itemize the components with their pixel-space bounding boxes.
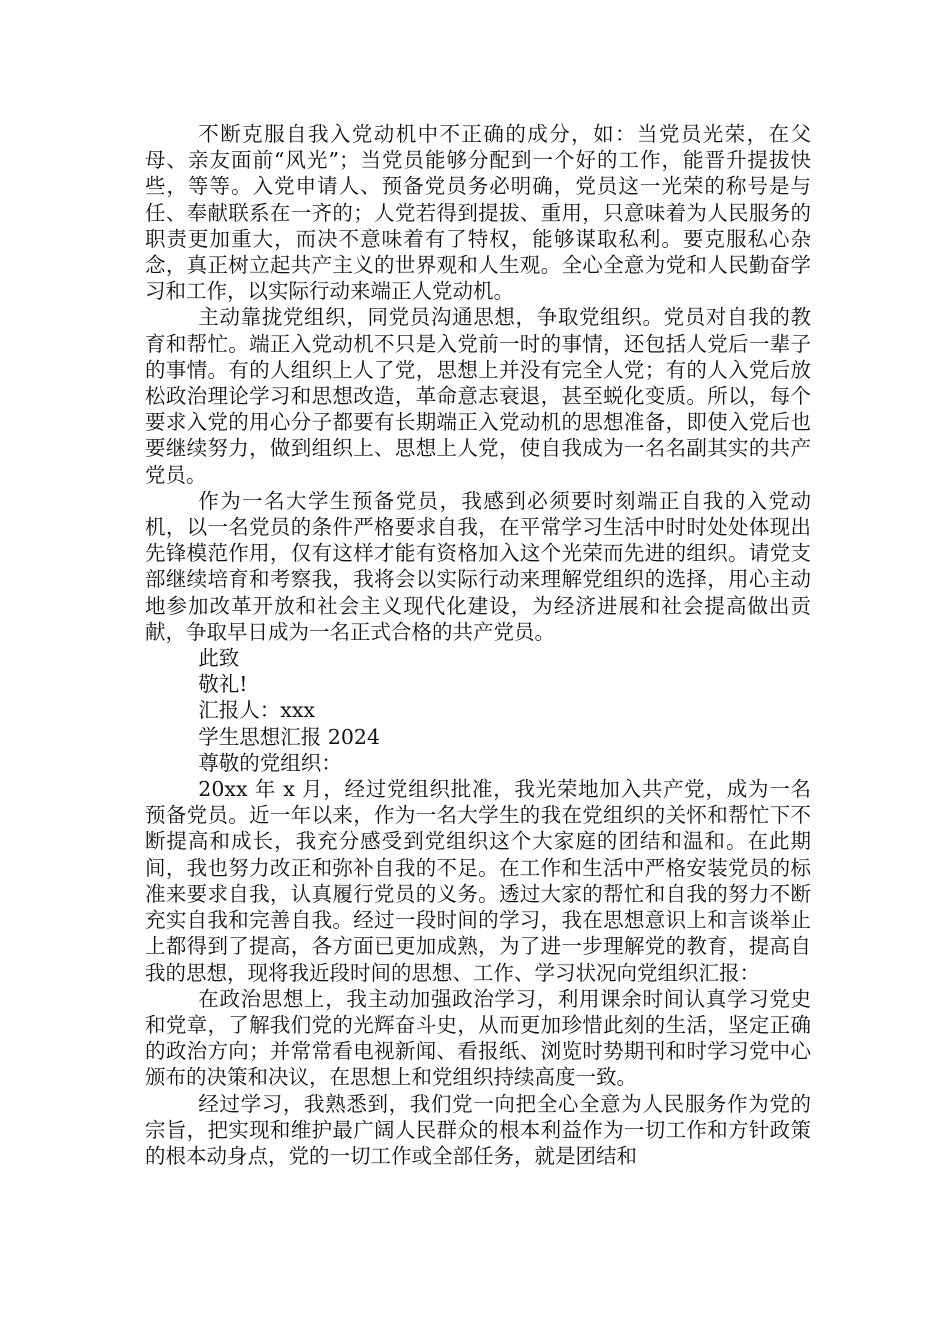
document-page [145, 121, 811, 1169]
salute-line: 敬礼! [198, 672, 248, 697]
body-paragraph: 经过学习，我熟悉到，我们党一向把全心全意为人民服务作为党的宗旨，把实现和维护最广阔人民群众的根本利益作为一切工作和方针政策的根本动身点，党的一切工作或全部任务，就是团结和 [145, 1091, 811, 1168]
reporter-line: 汇报人：xxx [198, 698, 315, 723]
greeting-line: 尊敬的党组织： [198, 750, 342, 775]
body-paragraph: 作为一名大学生预备党员，我感到必须要时刻端正自我的入党动机，以一名党员的条件严格要求自我，在平常学习生活中时时处处体现出先锋模范作用，仅有这样才能有资格加入这个光荣而先进的组织。请党支部继续培育和考察我，我将会以实际行动来理解党组织的选择，用心主动地参加改革开放和社会主义现代化建设，为经济进展和社会提高做出贡献，争取早日成为一名正式合格的共产党员。 [145, 488, 811, 644]
closing-line: 此致 [198, 646, 240, 671]
body-paragraph: 主动靠拢党组织，同党员沟通思想，争取党组织。党员对自我的教育和帮忙。端正入党动机不只是入党前一时的事情，还包括人党后一辈子的事情。有的人组织上人了党，思想上并没有完全人党；有的人入党后放松政治理论学习和思想改造，革命意志衰退，甚至蜕化变质。所以，每个要求入党的用心分子都要有长期端正入党动机的思想准备，即使入党后也要继续努力，做到组织上、思想上人党，使自我成为一名名副其实的共产党员。 [145, 305, 811, 487]
body-paragraph: 在政治思想上，我主动加强政治学习，利用课余时间认真学习党史和党章，了解我们党的光辉奋斗史，从而更加珍惜此刻的生活，坚定正确的政治方向；并常常看电视新闻、看报纸、浏览时势期刊和时学习党中心颁布的决策和决议，在思想上和党组织持续高度一致。 [145, 986, 811, 1090]
body-paragraph: 20xx 年 x 月，经过党组织批准，我光荣地加入共产党，成为一名预备党员。近一年以来，作为一名大学生的我在党组织的关怀和帮忙下不断提高和成长，我充分感受到党组织这个大家庭的团结和温和。在此期间，我也努力改正和弥补自我的不足。在工作和生活中严格安装党员的标准来要求自我，认真履行党员的义务。透过大家的帮忙和自我的努力不断充实自我和完善自我。经过一段时间的学习，我在思想意识上和言谈举止上都得到了提高，各方面已更加成熟，为了进一步理解党的教育，提高自我的思想，现将我近段时间的思想、工作、学习状况向党组织汇报： [145, 777, 811, 985]
section-title: 学生思想汇报 2024 [198, 724, 380, 749]
body-paragraph: 不断克服自我入党动机中不正确的成分，如：当党员光荣，在父母、亲友面前“风光”；当党员能够分配到一个好的工作，能晋升提拔快些，等等。入党申请人、预备党员务必明确，党员这一光荣的称号是与任、奉献联系在一齐的；人党若得到提拔、重用，只意味着为人民服务的职责更加重大，而决不意味着有了特权，能够谋取私利。要克服私心杂念，真正树立起共产主义的世界观和人生观。全心全意为党和人民勤奋学习和工作，以实际行动来端正人党动机。 [145, 122, 811, 304]
